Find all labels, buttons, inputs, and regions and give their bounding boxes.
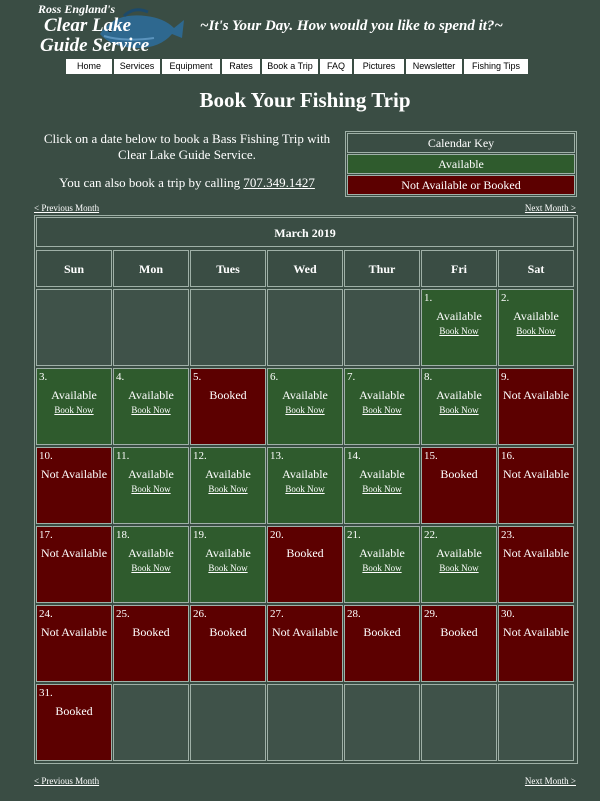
day-status: Booked [209, 625, 247, 639]
day-status: Available [282, 388, 328, 402]
day-number: 24. [39, 608, 53, 620]
book-now-link[interactable]: Book Now [362, 405, 402, 415]
calendar-day-13[interactable] [267, 447, 343, 524]
calendar-day-14[interactable] [344, 447, 420, 524]
site-tagline: ~It's Your Day. How would you like to spend it?~ [200, 18, 503, 34]
day-status: Available [205, 467, 251, 481]
calendar-day-31 [36, 684, 112, 761]
calendar-empty-cell [267, 289, 343, 366]
calendar-day-15 [421, 447, 497, 524]
calendar-day-22[interactable] [421, 526, 497, 603]
weekday-header-fri: Fri [421, 250, 497, 287]
calendar-day-2[interactable] [498, 289, 574, 366]
day-status: Available [513, 309, 559, 323]
book-now-link[interactable]: Book Now [131, 484, 171, 494]
book-now-link[interactable]: Book Now [285, 484, 325, 494]
day-status: Not Available [40, 546, 108, 560]
calendar-empty-cell [36, 289, 112, 366]
day-status: Booked [286, 546, 324, 560]
day-status: Available [128, 388, 174, 402]
day-status: Not Available [271, 625, 339, 639]
calendar-day-30 [498, 605, 574, 682]
previous-month-link-top[interactable]: < Previous Month [34, 203, 100, 213]
key-unavailable: Not Available or Booked [347, 175, 575, 195]
book-now-link[interactable]: Book Now [54, 405, 94, 415]
day-status: Booked [132, 625, 170, 639]
calendar-key-title: Calendar Key [347, 133, 575, 153]
nav-faq[interactable]: FAQ [320, 59, 352, 74]
calendar-empty-cell [498, 684, 574, 761]
day-number: 7. [347, 371, 356, 383]
logo-line-clear-lake: Clear Lake [44, 15, 132, 36]
calendar-day-12[interactable] [190, 447, 266, 524]
day-status: Available [359, 388, 405, 402]
weekday-header-sun: Sun [36, 250, 112, 287]
nav-fishing-tips[interactable]: Fishing Tips [464, 59, 528, 74]
day-number: 6. [270, 371, 279, 383]
calendar-empty-cell [190, 684, 266, 761]
day-number: 26. [193, 608, 207, 620]
day-status: Available [205, 546, 251, 560]
day-status: Not Available [502, 388, 570, 402]
next-month-link-bottom[interactable]: Next Month > [524, 776, 576, 786]
day-status: Not Available [502, 625, 570, 639]
calendar-day-3[interactable] [36, 368, 112, 445]
day-number: 25. [116, 608, 130, 620]
day-number: 10. [39, 450, 53, 462]
day-status: Booked [440, 625, 478, 639]
calendar-day-29 [421, 605, 497, 682]
calendar-empty-cell [344, 289, 420, 366]
day-status: Available [128, 546, 174, 560]
day-number: 29. [424, 608, 438, 620]
phone-link[interactable]: 707.349.1427 [243, 175, 315, 190]
weekday-header-mon: Mon [113, 250, 189, 287]
day-status: Available [282, 467, 328, 481]
day-number: 17. [39, 529, 53, 541]
site-logo[interactable] [34, 2, 184, 58]
calendar-month-title: March 2019 [36, 217, 574, 247]
calendar-empty-cell [113, 684, 189, 761]
main-nav [66, 59, 528, 74]
book-now-link[interactable]: Book Now [439, 405, 479, 415]
book-now-link[interactable]: Book Now [439, 563, 479, 573]
key-available: Available [347, 154, 575, 174]
calendar-day-10 [36, 447, 112, 524]
day-number: 22. [424, 529, 438, 541]
book-now-link[interactable]: Book Now [131, 563, 171, 573]
day-status: Available [359, 546, 405, 560]
day-number: 12. [193, 450, 207, 462]
day-status: Available [436, 546, 482, 560]
day-status: Available [359, 467, 405, 481]
day-number: 11. [116, 450, 130, 462]
calendar-day-5 [190, 368, 266, 445]
day-number: 27. [270, 608, 284, 620]
nav-book-a-trip[interactable]: Book a Trip [262, 59, 318, 74]
nav-rates[interactable]: Rates [222, 59, 260, 74]
day-number: 13. [270, 450, 284, 462]
calendar-day-21[interactable] [344, 526, 420, 603]
book-now-link[interactable]: Book Now [362, 484, 402, 494]
day-number: 18. [116, 529, 130, 541]
day-status: Available [436, 309, 482, 323]
calendar-key [345, 131, 577, 197]
calendar-day-11[interactable] [113, 447, 189, 524]
calendar-day-28 [344, 605, 420, 682]
calendar-day-7[interactable] [344, 368, 420, 445]
day-number: 4. [116, 371, 125, 383]
day-status: Available [51, 388, 97, 402]
book-now-link[interactable]: Book Now [131, 405, 171, 415]
nav-services[interactable]: Services [114, 59, 160, 74]
day-status: Booked [55, 704, 93, 718]
calendar-empty-cell [344, 684, 420, 761]
day-status: Not Available [40, 625, 108, 639]
calendar-day-17 [36, 526, 112, 603]
day-status: Booked [363, 625, 401, 639]
calendar-empty-cell [421, 684, 497, 761]
calendar-day-16 [498, 447, 574, 524]
calendar-empty-cell [113, 289, 189, 366]
calendar-day-18[interactable] [113, 526, 189, 603]
day-number: 28. [347, 608, 361, 620]
calendar-empty-cell [267, 684, 343, 761]
day-number: 9. [501, 371, 510, 383]
day-number: 8. [424, 371, 433, 383]
nav-pictures[interactable]: Pictures [354, 59, 404, 74]
day-number: 16. [501, 450, 515, 462]
booking-instructions: Click on a date below to book a Bass Fishing Trip with Clear Lake Guide Service. [43, 131, 331, 162]
calendar-day-19[interactable] [190, 526, 266, 603]
next-month-link-top[interactable]: Next Month > [524, 203, 576, 213]
page-title: Book Your Fishing Trip [199, 88, 411, 112]
weekday-header-wed: Wed [267, 250, 343, 287]
calendar-day-1[interactable] [421, 289, 497, 366]
weekday-header-tues: Tues [190, 250, 266, 287]
calendar-day-27 [267, 605, 343, 682]
book-now-link[interactable]: Book Now [516, 326, 556, 336]
month-calendar [34, 215, 578, 764]
calendar-day-25 [113, 605, 189, 682]
book-now-link[interactable]: Book Now [208, 484, 248, 494]
day-status: Not Available [502, 467, 570, 481]
day-status: Booked [440, 467, 478, 481]
day-number: 1. [424, 292, 433, 304]
day-number: 5. [193, 371, 202, 383]
calendar-day-23 [498, 526, 574, 603]
day-number: 23. [501, 529, 515, 541]
nav-home[interactable]: Home [66, 59, 112, 74]
day-number: 21. [347, 529, 361, 541]
weekday-header-thur: Thur [344, 250, 420, 287]
day-number: 31. [39, 687, 53, 699]
book-now-link[interactable]: Book Now [285, 405, 325, 415]
nav-newsletter[interactable]: Newsletter [406, 59, 462, 74]
day-status: Booked [209, 388, 247, 402]
book-now-link[interactable]: Book Now [362, 563, 402, 573]
logo-owner-name: Ross England's [38, 2, 116, 16]
book-now-link[interactable]: Book Now [208, 563, 248, 573]
site-header [0, 0, 600, 58]
calendar-day-20 [267, 526, 343, 603]
day-number: 14. [347, 450, 361, 462]
day-status: Available [128, 467, 174, 481]
phone-booking-line [34, 175, 340, 191]
day-number: 3. [39, 371, 48, 383]
phone-prefix: You can also book a trip by calling [59, 175, 244, 190]
day-number: 30. [501, 608, 515, 620]
day-status: Available [436, 388, 482, 402]
day-status: Not Available [502, 546, 570, 560]
previous-month-link-bottom[interactable]: < Previous Month [34, 776, 100, 786]
weekday-header-sat: Sat [498, 250, 574, 287]
day-number: 19. [193, 529, 207, 541]
day-number: 15. [424, 450, 438, 462]
nav-equipment[interactable]: Equipment [162, 59, 220, 74]
calendar-day-6[interactable] [267, 368, 343, 445]
calendar-day-24 [36, 605, 112, 682]
calendar-day-8[interactable] [421, 368, 497, 445]
calendar-day-9 [498, 368, 574, 445]
calendar-empty-cell [190, 289, 266, 366]
day-number: 20. [270, 529, 284, 541]
day-status: Not Available [40, 467, 108, 481]
logo-line-guide-service: Guide Service [40, 35, 150, 56]
calendar-day-4[interactable] [113, 368, 189, 445]
day-number: 2. [501, 292, 510, 304]
calendar-day-26 [190, 605, 266, 682]
book-now-link[interactable]: Book Now [439, 326, 479, 336]
